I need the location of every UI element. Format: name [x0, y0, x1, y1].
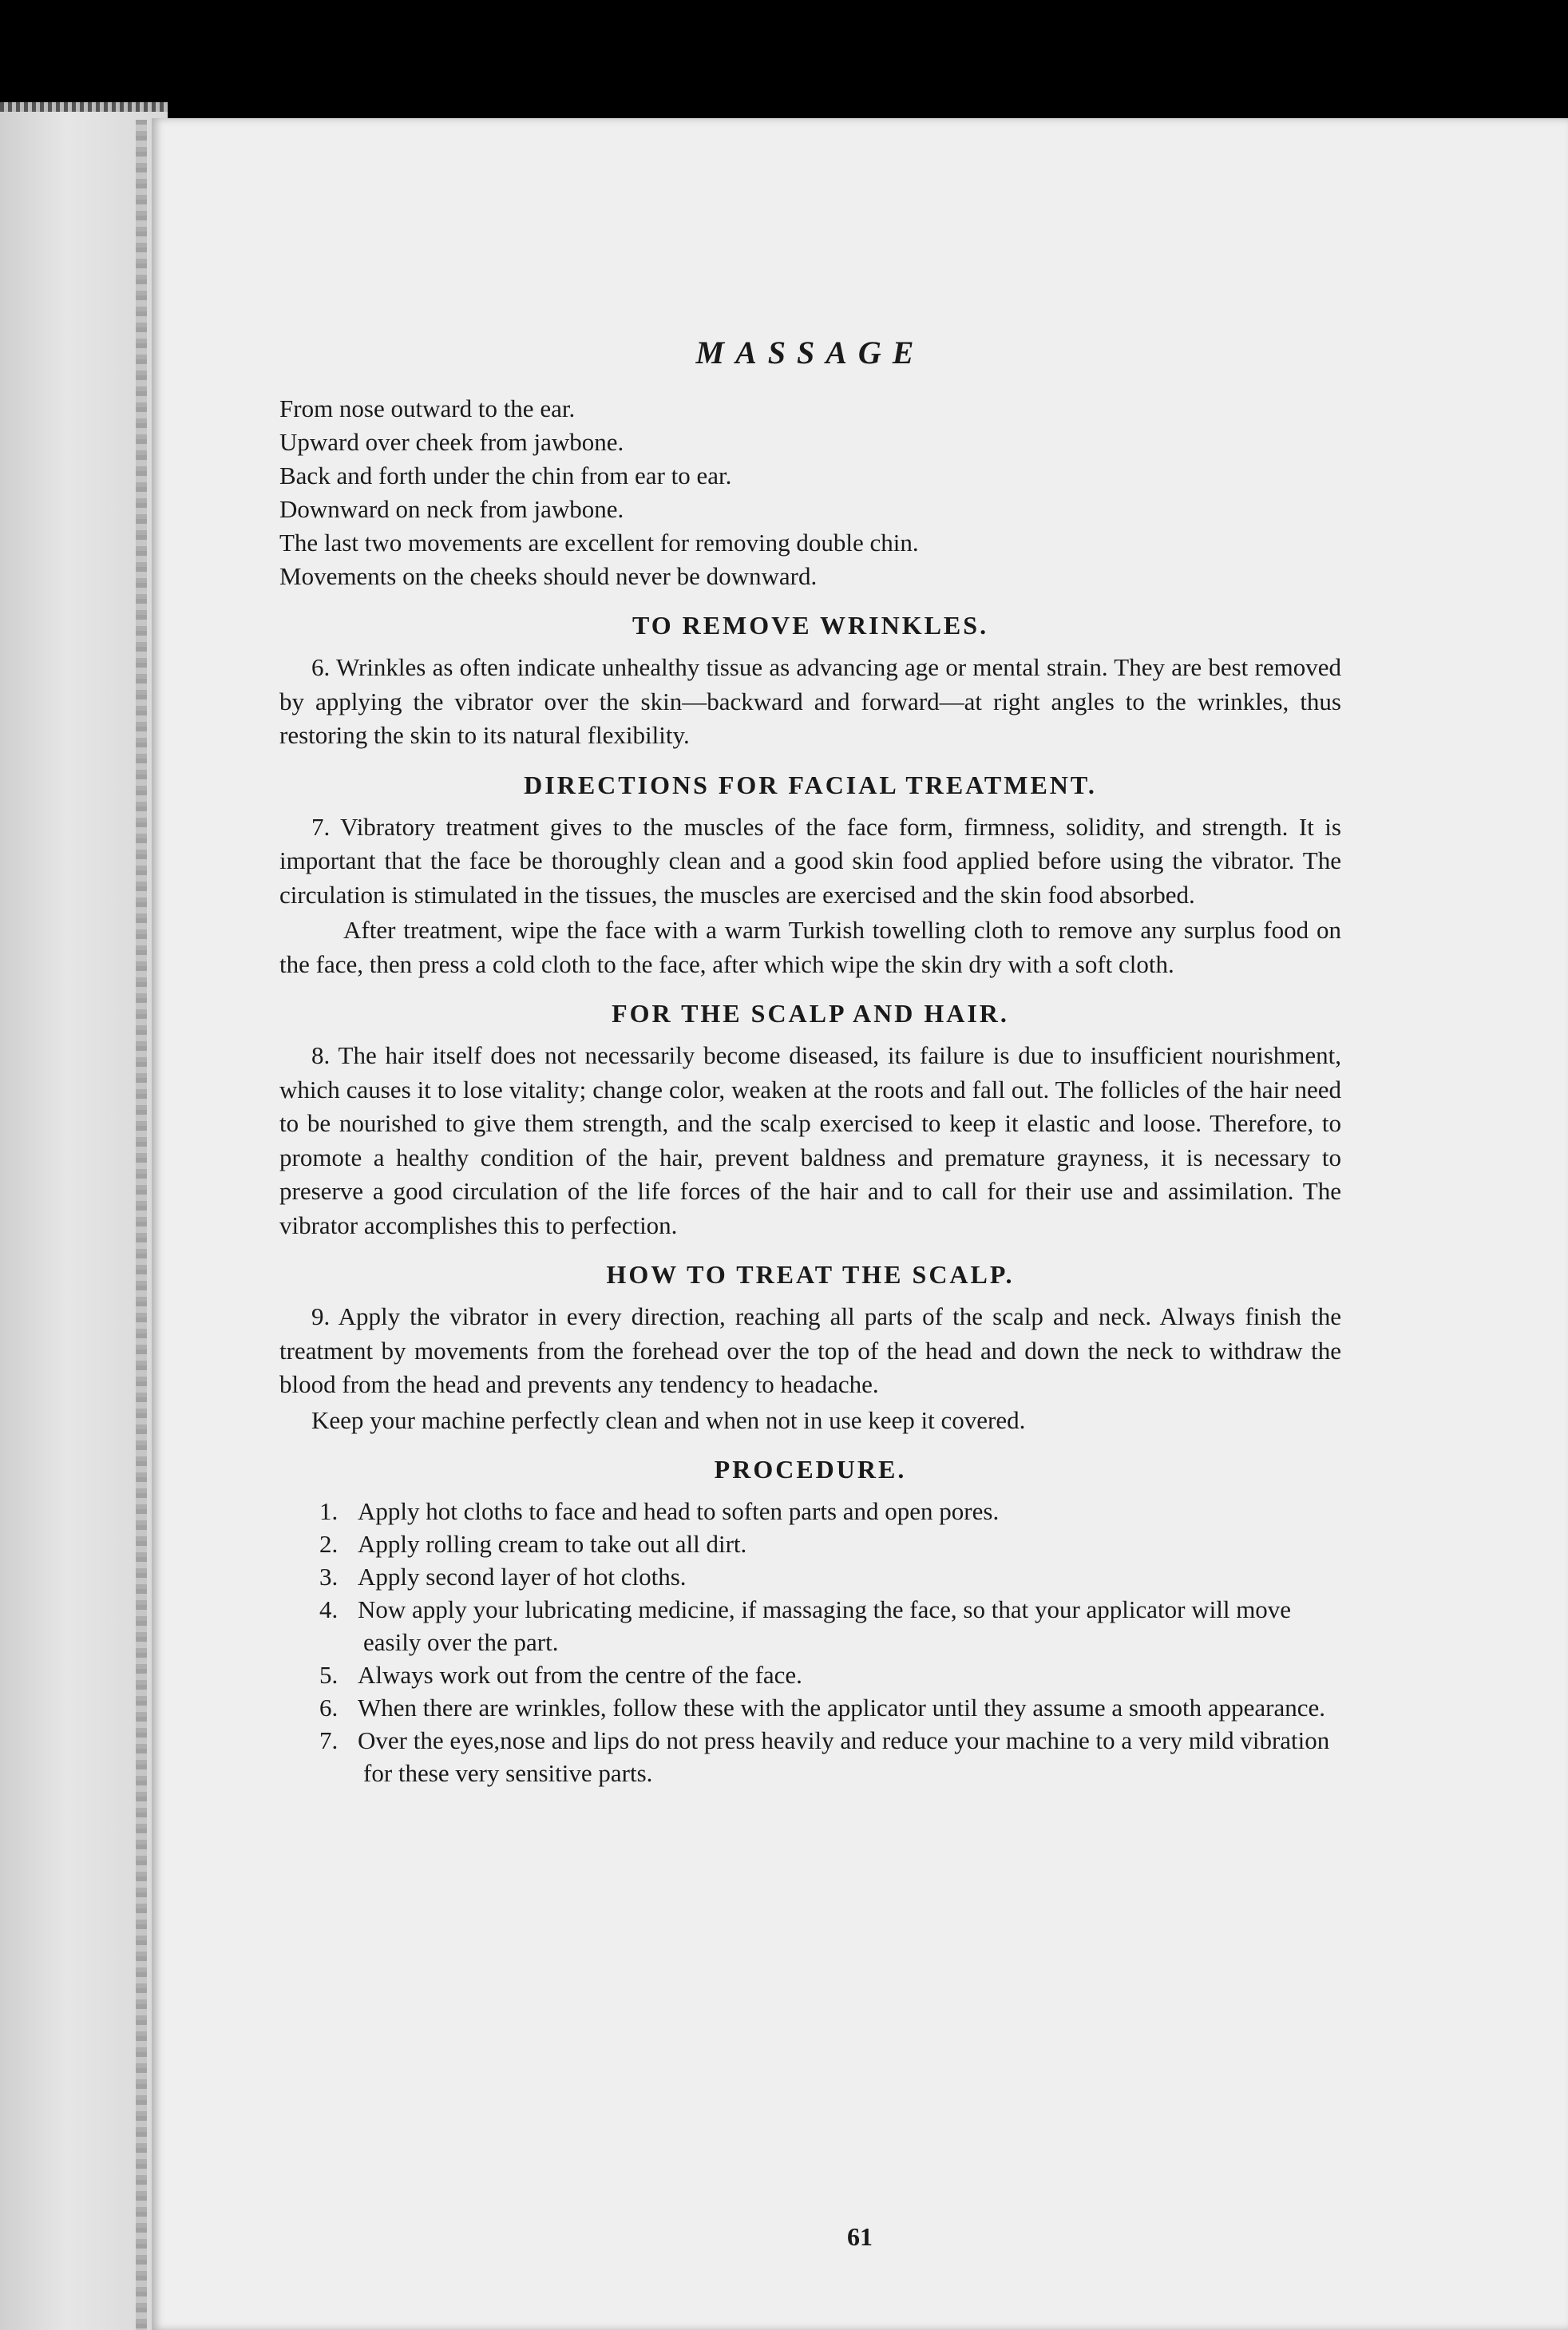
procedure-step — [319, 1593, 1341, 1658]
section-heading: DIRECTIONS FOR FACIAL TREATMENT. — [524, 770, 1097, 799]
intro-line: Movements on the cheeks should never be downward. — [279, 562, 818, 590]
intro-line: From nose outward to the ear. — [279, 394, 576, 422]
step-text: Apply hot cloths to face and head to soften parts and open pores. — [358, 1497, 1000, 1525]
section-treat-scalp — [279, 1257, 1341, 1437]
procedure-step — [319, 1560, 1341, 1593]
procedure-step — [319, 1658, 1341, 1691]
intro-line: The last two movements are excellent for removing double chin. — [279, 529, 919, 557]
paragraph: 8. The hair itself does not necessarily become diseased, its failure is due to insufficient nourishment, which causes it to lose vitality; change color, weaken at the roots and fall out. The follicles of the hair need to be nourished to give them strength, and the scalp exercised to keep it elastic and loose. Therefore, to promote a healthy condition of the hair, prevent baldness and premature grayness, it is necessary to preserve a good circulation of the life forces of the hair and to call for their use and assimilation. The vibrator accomplishes this to perfection. — [279, 1041, 1341, 1239]
paragraph: Keep your machine perfectly clean and when not in use keep it covered. — [311, 1405, 1026, 1434]
procedure-list — [279, 1495, 1341, 1789]
section-heading: PROCEDURE. — [714, 1455, 907, 1484]
step-text: When there are wrinkles, follow these with the applicator until they assume a smooth appearance. — [358, 1694, 1326, 1722]
procedure-step — [319, 1495, 1341, 1528]
intro-line: Upward over cheek from jawbone. — [279, 428, 624, 456]
intro-line: Back and forth under the chin from ear to ear. — [279, 462, 732, 489]
book-gutter — [136, 120, 147, 2330]
step-number: 1. — [319, 1497, 339, 1525]
section-scalp-and-hair — [279, 996, 1341, 1242]
step-text: Always work out from the centre of the face. — [358, 1661, 802, 1689]
step-text: Over the eyes,nose and lips do not press heavily and reduce your machine to a very mild vibration for these very sensitive parts. — [358, 1726, 1330, 1787]
paragraph: 7. Vibratory treatment gives to the muscles of the face form, firmness, solidity, and strength. It is important that the face be thoroughly clean and a good skin food applied before using the vibrator. The circulation is stimulated in the tissues, the muscles are exercised and the skin food absorbed. — [279, 812, 1341, 909]
page-title: MASSAGE — [695, 335, 925, 371]
step-number: 7. — [319, 1726, 339, 1754]
step-text: Apply rolling cream to take out all dirt. — [358, 1530, 747, 1558]
paragraph: 9. Apply the vibrator in every direction, reaching all parts of the scalp and neck. Always finish the treatment by movements from the forehead over the top of the head and down the neck to withdraw the blood from the head and prevents any tendency to headache. — [279, 1302, 1341, 1398]
page-content — [279, 334, 1341, 1789]
intro-line: Downward on neck from jawbone. — [279, 495, 624, 523]
intro-lines — [279, 392, 1341, 593]
section-facial-treatment — [279, 767, 1341, 982]
step-text: Now apply your lubricating medicine, if massaging the face, so that your applicator will move easily over the part. — [358, 1595, 1292, 1656]
step-number: 4. — [319, 1595, 339, 1623]
procedure-step — [319, 1724, 1341, 1789]
step-number: 6. — [319, 1694, 339, 1722]
procedure-step — [319, 1691, 1341, 1724]
section-heading: TO REMOVE WRINKLES. — [632, 611, 989, 640]
paragraph: After treatment, wipe the face with a warm Turkish towelling cloth to remove any surplus food on the face, then press a cold cloth to the face, after which wipe the skin dry with a soft cloth. — [279, 916, 1341, 978]
book-page — [152, 118, 1568, 2330]
page-number: 61 — [847, 2222, 873, 2251]
paragraph: 6. Wrinkles as often indicate unhealthy tissue as advancing age or mental strain. They are best removed by applying the vibrator over the skin—backward and forward—at right angles to the wrinkles, thus restoring the skin to its natural flexibility. — [279, 653, 1341, 749]
section-procedure — [279, 1452, 1341, 1789]
step-number: 5. — [319, 1661, 339, 1689]
section-heading: FOR THE SCALP AND HAIR. — [612, 999, 1009, 1028]
step-number: 3. — [319, 1563, 339, 1591]
step-number: 2. — [319, 1530, 339, 1558]
step-text: Apply second layer of hot cloths. — [358, 1563, 687, 1591]
section-remove-wrinkles — [279, 608, 1341, 753]
procedure-step — [319, 1528, 1341, 1560]
section-heading: HOW TO TREAT THE SCALP. — [606, 1260, 1015, 1289]
